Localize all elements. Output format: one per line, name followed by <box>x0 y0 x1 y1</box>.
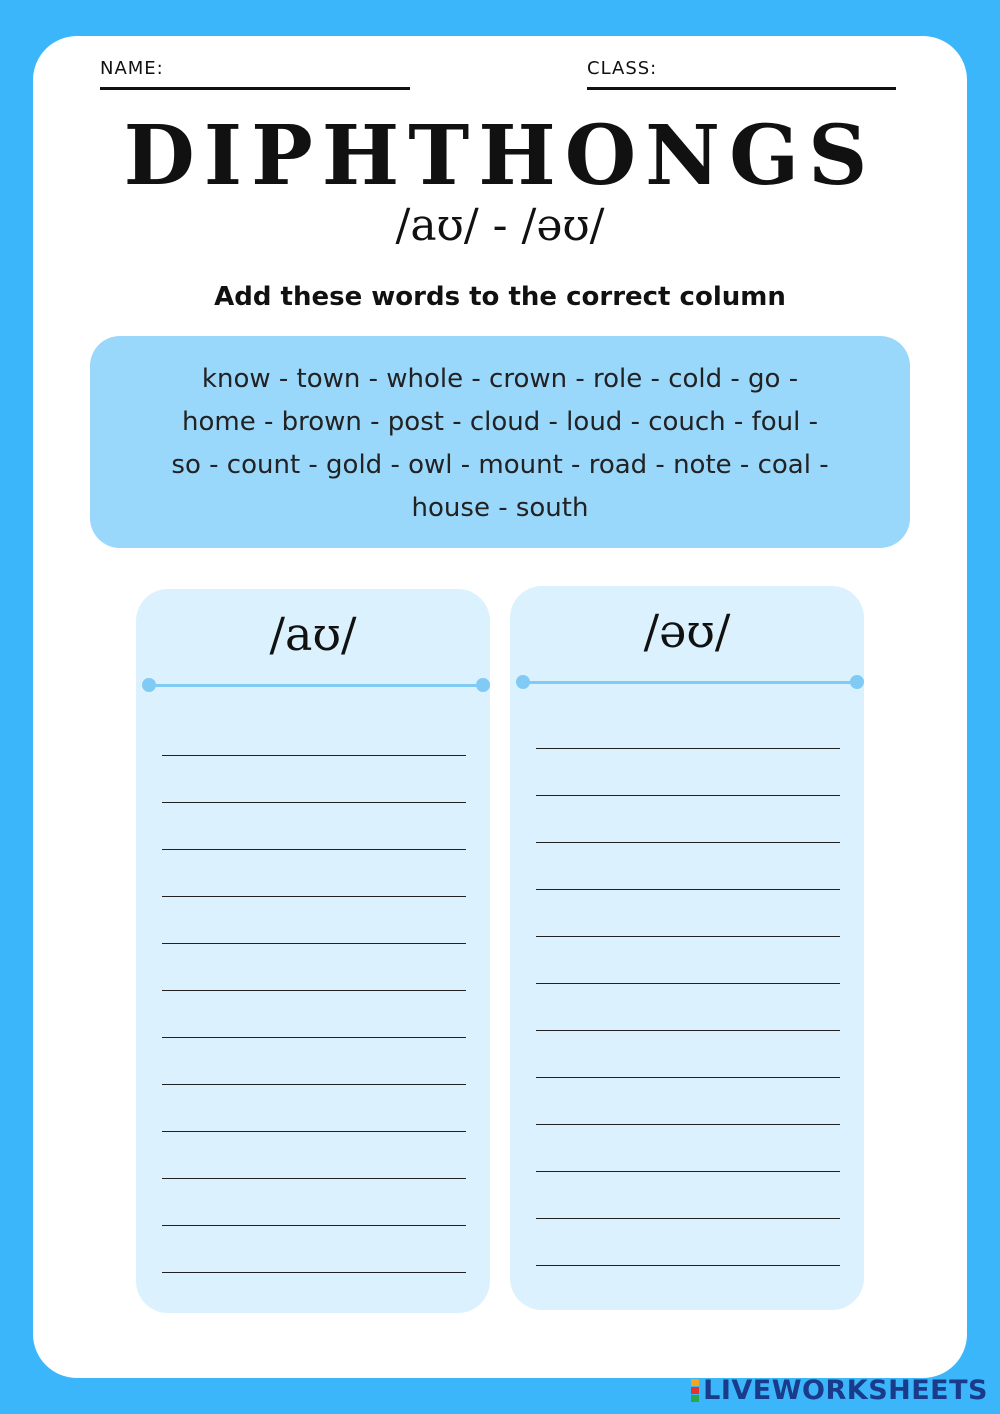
column-ou-heading: /əʊ/ <box>643 604 731 658</box>
answer-line[interactable] <box>536 1124 840 1125</box>
answer-line[interactable] <box>162 1225 466 1226</box>
answer-line[interactable] <box>162 1131 466 1132</box>
answer-line[interactable] <box>162 849 466 850</box>
name-label: NAME: <box>100 58 164 79</box>
answer-line[interactable] <box>536 1077 840 1078</box>
column-au <box>136 589 490 1313</box>
name-input-line[interactable] <box>100 87 410 90</box>
divider-dot <box>476 678 490 692</box>
answer-line[interactable] <box>536 889 840 890</box>
word-bank-line: house - south <box>411 493 589 523</box>
answer-line[interactable] <box>536 1030 840 1031</box>
word-bank-line: so - count - gold - owl - mount - road - note - coal - <box>171 450 829 480</box>
divider-dot <box>850 675 864 689</box>
divider-dot <box>142 678 156 692</box>
answer-lines <box>162 755 466 1319</box>
answer-line[interactable] <box>536 748 840 749</box>
column-au-heading: /aʊ/ <box>269 607 357 661</box>
answer-line[interactable] <box>536 1265 840 1266</box>
answer-line[interactable] <box>536 842 840 843</box>
answer-line[interactable] <box>162 1272 466 1273</box>
word-bank <box>90 336 910 548</box>
answer-line[interactable] <box>536 983 840 984</box>
answer-line[interactable] <box>536 1218 840 1219</box>
brand-logo <box>691 1372 988 1408</box>
divider-dot <box>516 675 530 689</box>
answer-line[interactable] <box>162 896 466 897</box>
answer-line[interactable] <box>536 936 840 937</box>
word-bank-line: home - brown - post - cloud - loud - couch - foul - <box>182 407 818 437</box>
brand-name: LIVEWORKSHEETS <box>703 1374 988 1406</box>
class-label: CLASS: <box>587 58 658 79</box>
page-title: DIPHTHONGS <box>123 108 877 204</box>
brand-icon <box>691 1379 699 1402</box>
answer-line[interactable] <box>162 1037 466 1038</box>
answer-line[interactable] <box>162 943 466 944</box>
answer-line[interactable] <box>162 755 466 756</box>
page-subtitle: /aʊ/ - /əʊ/ <box>395 200 605 251</box>
answer-line[interactable] <box>536 1171 840 1172</box>
answer-line[interactable] <box>536 795 840 796</box>
column-divider <box>523 681 857 684</box>
answer-lines <box>536 748 840 1312</box>
answer-line[interactable] <box>162 802 466 803</box>
answer-line[interactable] <box>162 1084 466 1085</box>
column-ou <box>510 586 864 1310</box>
column-divider <box>149 684 483 687</box>
class-input-line[interactable] <box>587 87 896 90</box>
answer-line[interactable] <box>162 990 466 991</box>
answer-line[interactable] <box>162 1178 466 1179</box>
word-bank-line: know - town - whole - crown - role - cold - go - <box>201 364 799 394</box>
instruction-text: Add these words to the correct column <box>214 282 786 312</box>
